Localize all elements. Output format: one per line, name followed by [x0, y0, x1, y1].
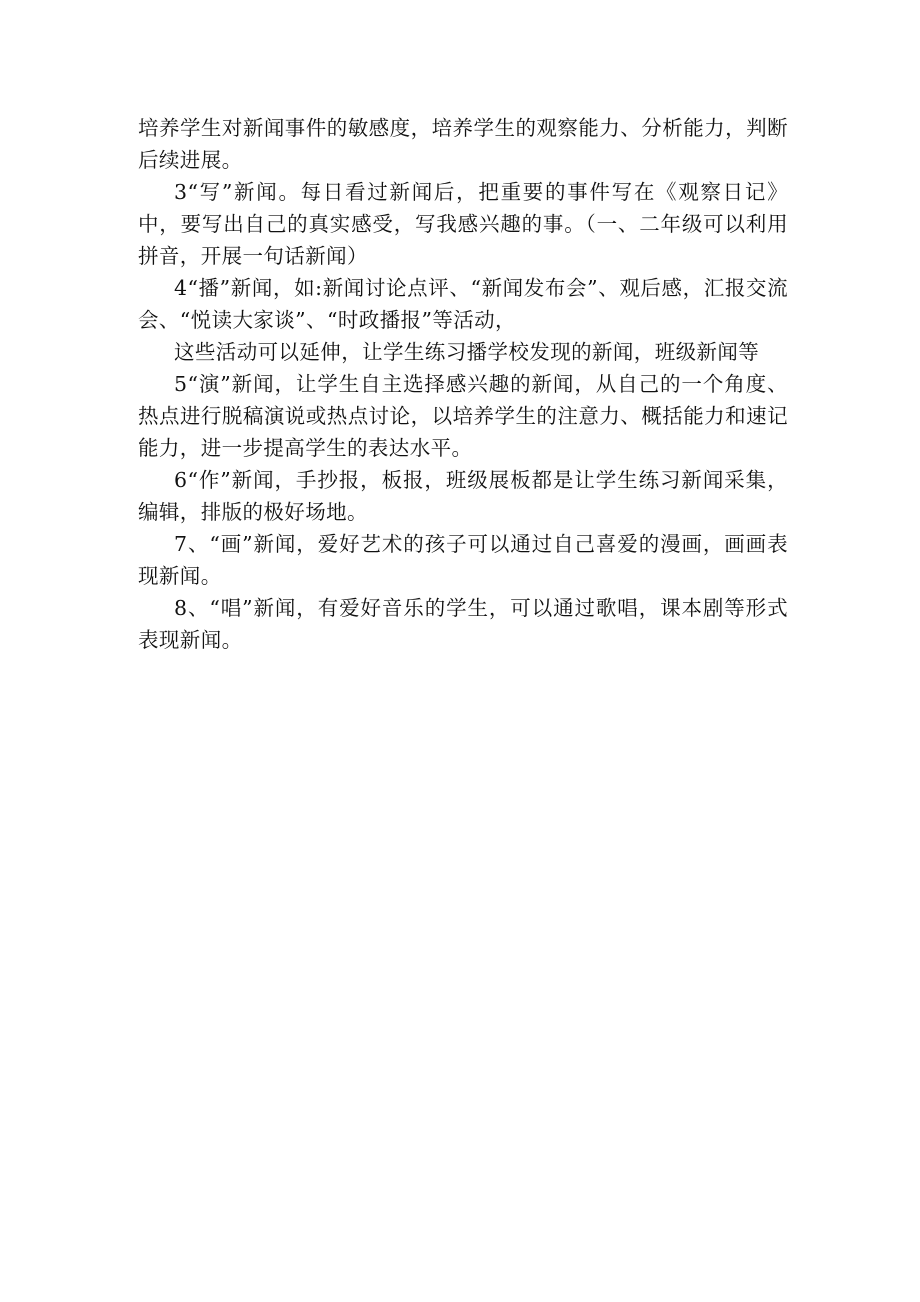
document-body	[138, 112, 788, 656]
paragraph-observation: 培养学生对新闻事件的敏感度，培养学生的观察能力、分析能力，判断后续进展。	[138, 116, 788, 172]
paragraph-write-news: 3“写”新闻。每日看过新闻后，把重要的事件写在《观察日记》中，要写出自己的真实感受，写我感兴趣的事。（一、二年级可以利用拼音，开展一句话新闻）	[138, 180, 788, 268]
paragraph-perform-news: 5“演”新闻，让学生自主选择感兴趣的新闻，从自己的一个角度、热点进行脱稿演说或热点讨论，以培养学生的注意力、概括能力和速记能力，进一步提高学生的表达水平。	[138, 372, 788, 460]
paragraph-draw-news: 7、“画”新闻，爱好艺术的孩子可以通过自己喜爱的漫画，画画表现新闻。	[138, 532, 788, 588]
paragraph-broadcast-news: 4“播”新闻，如:新闻讨论点评、“新闻发布会”、观后感，汇报交流会、“悦读大家谈”、“时政播报”等活动，	[138, 276, 788, 332]
paragraph-make-news: 6“作”新闻，手抄报，板报，班级展板都是让学生练习新闻采集，编辑，排版的极好场地。	[138, 468, 788, 524]
paragraph-extend-activities: 这些活动可以延伸，让学生练习播学校发现的新闻，班级新闻等	[174, 340, 760, 364]
paragraph-sing-news: 8、“唱”新闻，有爱好音乐的学生，可以通过歌唱，课本剧等形式表现新闻。	[138, 596, 788, 652]
